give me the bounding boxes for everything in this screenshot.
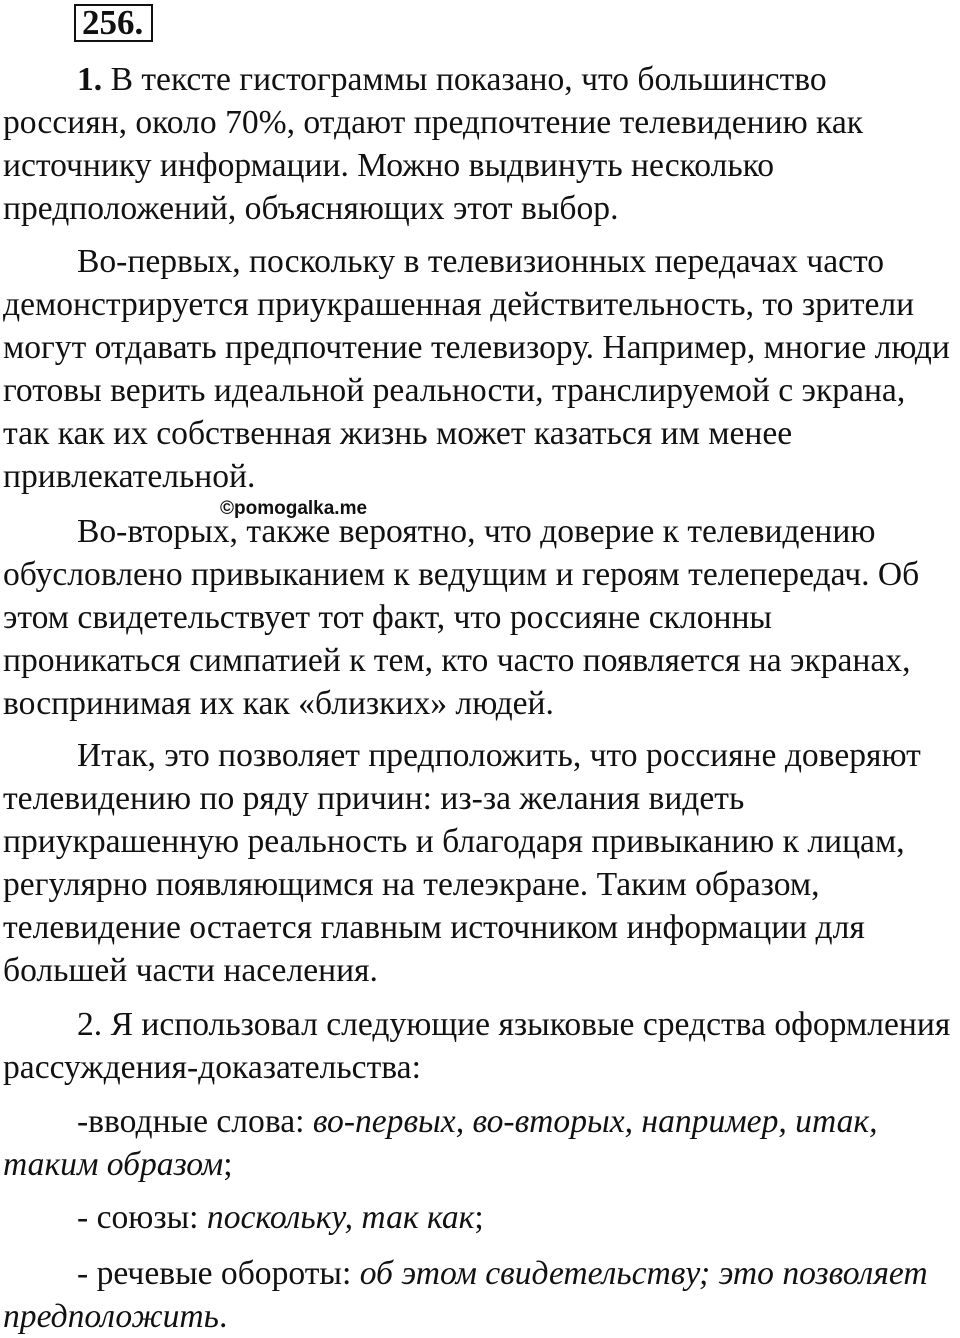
paragraph-2: Во-первых, поскольку в телевизионных передачах часто демонстрируется приукрашенная действительность, то зрители могут отдавать предпочтение телевизору. Например, многие люди готовы верить идеальной реальности, транслируемой с экрана, так как их собственная жизнь может казаться им менее привлекательной. — [3, 243, 950, 495]
conjunctions-label: - союзы: — [77, 1199, 207, 1236]
paragraph-1 — [3, 58, 958, 230]
watermark: ©pomogalka.me — [220, 498, 368, 519]
paragraph-8 — [3, 1252, 958, 1338]
intro-words-label: -вводные слова: — [77, 1103, 313, 1140]
item-number-1: 1. — [77, 61, 103, 98]
task-number-box: 256. — [74, 4, 153, 42]
speech-turns-examples: об этом свидетельству; это позволяет предположить — [3, 1255, 928, 1335]
punctuation: . — [218, 1298, 228, 1335]
punctuation: ; — [223, 1146, 233, 1183]
paragraph-6 — [3, 1100, 958, 1186]
intro-words-examples: во-первых, во-вторых, например, итак, таким образом — [3, 1103, 878, 1183]
punctuation: ; — [474, 1199, 484, 1236]
speech-turns-label: - речевые обороты: — [77, 1255, 360, 1292]
conjunctions-examples: поскольку, так как — [206, 1199, 475, 1236]
paragraph-7 — [3, 1196, 958, 1239]
paragraph-3: Во-вторых, также вероятно, что доверие к телевидению обусловлено привыканием к ведущим и героям телепередач. Об этом свидетельствует тот факт, что россияне склонны проникаться симпатией к тем, кто часто появляется на экранах, воспринимая их как «близких» людей. — [3, 513, 920, 722]
paragraph-5: 2. Я использовал следующие языковые средства оформления рассуждения-доказательства: — [3, 1006, 951, 1086]
paragraph-4: Итак, это позволяет предположить, что россияне доверяют телевидению по ряду причин: из-за желания видеть приукрашенную реальность и благодаря привыканию к лицам, регулярно появляющимся на телеэкране. Таким образом, телевидение остается главным источником информации для большей части населения. — [3, 737, 921, 989]
paragraph-1-text: В тексте гистограммы показано, что большинство россиян, около 70%, отдают предпочтение телевидению как источнику информации. Можно выдвинуть несколько предположений, объясняющих этот выбор. — [3, 61, 864, 227]
